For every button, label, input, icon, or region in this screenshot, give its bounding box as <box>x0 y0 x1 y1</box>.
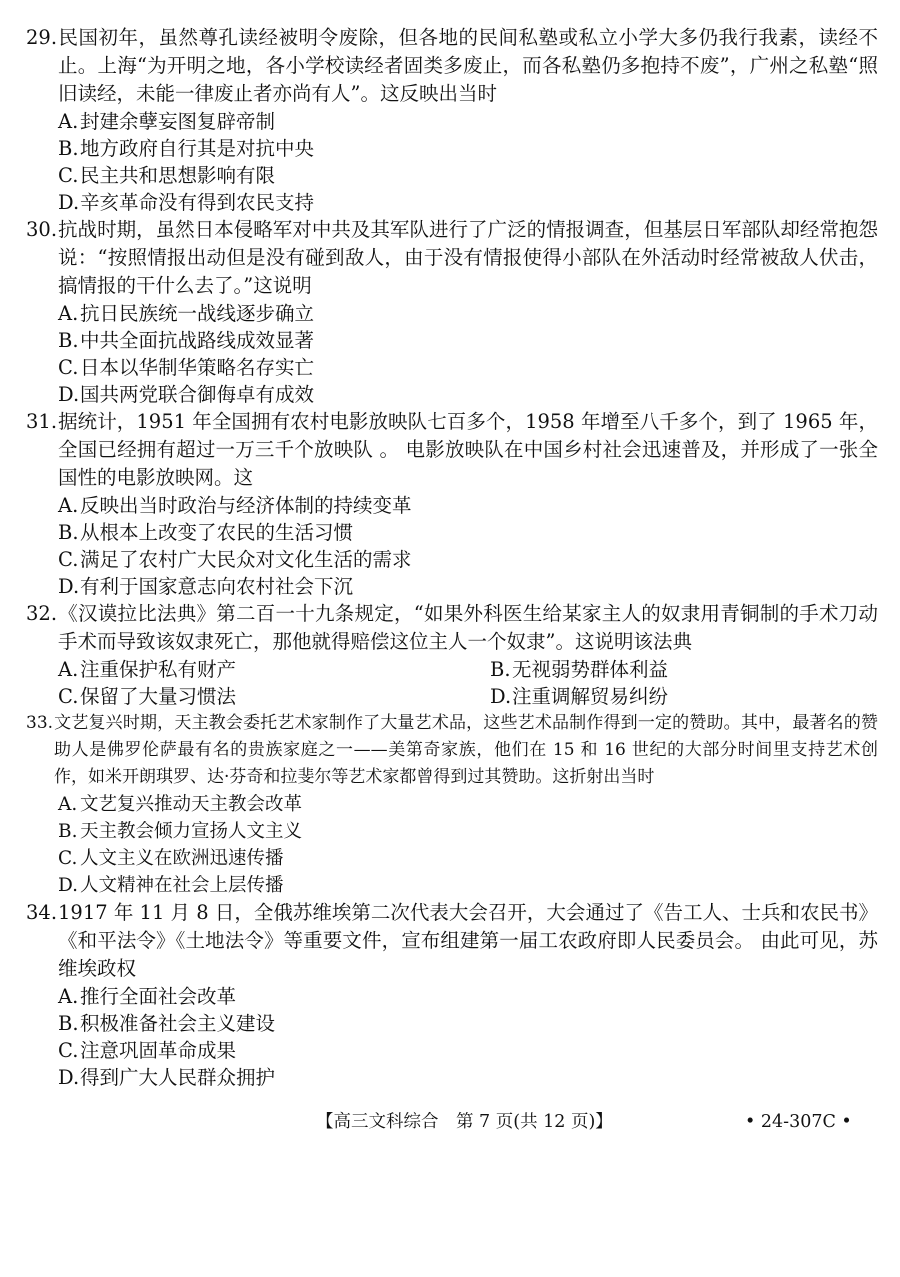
option-b <box>458 656 878 683</box>
option-text: 人文主义在欧洲迅速传播 <box>80 848 284 869</box>
option-letter: D. <box>58 191 80 214</box>
option-letter: C. <box>58 848 78 869</box>
option-letter: B. <box>58 521 79 544</box>
option-text: 得到广大人民群众拥护 <box>80 1066 276 1089</box>
option-d <box>26 381 878 408</box>
option-c <box>26 845 878 872</box>
option-b <box>26 818 878 845</box>
question-number: 31. <box>26 410 58 433</box>
options-list <box>26 300 878 408</box>
question-stem <box>26 600 878 656</box>
question-30 <box>26 216 878 408</box>
option-letter: A. <box>58 110 79 133</box>
option-b <box>26 327 878 354</box>
option-letter: A. <box>58 494 79 517</box>
option-letter: B. <box>490 658 511 681</box>
option-text: 推行全面社会改革 <box>80 985 237 1008</box>
option-letter: C. <box>58 685 79 708</box>
options-list <box>26 492 878 600</box>
option-a <box>26 791 878 818</box>
question-text: 据统计，1951 年全国拥有农村电影放映队七百多个，1958 年增至八千多个，到了 1965 年，全国已经拥有超过一万三千个放映队 。 电影放映队在中国乡村社会迅速普及，并形成了一张全国性的电影放映网。这 <box>58 410 878 489</box>
option-text: 满足了农村广大民众对文化生活的需求 <box>80 548 412 571</box>
option-letter: C. <box>58 356 79 379</box>
option-letter: B. <box>58 137 79 160</box>
question-33 <box>26 710 878 899</box>
option-d <box>26 189 878 216</box>
options-grid <box>26 656 878 710</box>
option-a <box>26 492 878 519</box>
option-c <box>26 1037 878 1064</box>
question-stem <box>26 216 878 300</box>
question-number: 33. <box>26 713 54 733</box>
question-text: 1917 年 11 月 8 日，全俄苏维埃第二次代表大会召开，大会通过了《告工人、士兵和农民书》《和平法令》《土地法令》等重要文件，宣布组建第一届工农政府即人民委员会。 由此可见，苏维埃政权 <box>58 901 878 980</box>
option-a <box>26 108 878 135</box>
question-text: 民国初年，虽然尊孔读经被明令废除，但各地的民间私塾或私立小学大多仍我行我素，读经不止。上海“为开明之地，各小学校读经者固类多废止，而各私塾仍多抱持不废”，广州之私塾“照旧读经，未能一律废止者亦尚有人”。这反映出当时 <box>58 26 878 105</box>
option-c <box>26 683 458 710</box>
option-a <box>26 983 878 1010</box>
option-d <box>458 683 878 710</box>
option-letter: D. <box>58 1066 80 1089</box>
option-text: 天主教会倾力宣扬人文主义 <box>80 821 303 842</box>
question-text: 《汉谟拉比法典》第二百一十九条规定，“如果外科医生给某家主人的奴隶用青铜制的手术刀动手术而导致该奴隶死亡，那他就得赔偿这位主人一个奴隶”。这说明该法典 <box>58 602 878 653</box>
option-letter: A. <box>58 985 79 1008</box>
option-text: 民主共和思想影响有限 <box>80 164 276 187</box>
option-b <box>26 135 878 162</box>
question-34 <box>26 899 878 1091</box>
question-32 <box>26 600 878 710</box>
option-letter: D. <box>58 383 80 406</box>
question-number: 30. <box>26 218 58 241</box>
question-text: 抗战时期，虽然日本侵略军对中共及其军队进行了广泛的情报调查，但基层日军部队却经常抱怨说：“按照情报出动但是没有碰到敌人，由于没有情报使得小部队在外活动时经常被敌人伏击，搞情报的干什么去了。”这说明 <box>58 218 878 297</box>
question-text: 文艺复兴时期，天主教会委托艺术家制作了大量艺术品，这些艺术品制作得到一定的赞助。其中，最著名的赞助人是佛罗伦萨最有名的贵族家庭之一——美第奇家族，他们在 15 和 16 世纪的大部分时间里支持艺术创作，如米开朗琪罗、达·芬奇和拉斐尔等艺术家都曾得到过其赞助。这折射出当时 <box>54 713 878 787</box>
option-text: 注意巩固革命成果 <box>80 1039 237 1062</box>
question-number: 29. <box>26 26 58 49</box>
page-number-label: 【高三文科综合 第 7 页(共 12 页)】 <box>316 1112 613 1132</box>
option-b <box>26 1010 878 1037</box>
question-stem <box>26 899 878 983</box>
option-text: 反映出当时政治与经济体制的持续变革 <box>80 494 412 517</box>
option-text: 文艺复兴推动天主教会改革 <box>80 794 303 815</box>
option-text: 无视弱势群体利益 <box>512 658 669 681</box>
option-text: 国共两党联合御侮卓有成效 <box>80 383 315 406</box>
option-a <box>26 300 878 327</box>
option-c <box>26 546 878 573</box>
option-text: 中共全面抗战路线成效显著 <box>80 329 315 352</box>
option-letter: D. <box>490 685 512 708</box>
option-text: 注重调解贸易纠纷 <box>512 685 669 708</box>
option-letter: B. <box>58 1012 79 1035</box>
options-list <box>26 108 878 216</box>
option-text: 从根本上改变了农民的生活习惯 <box>80 521 354 544</box>
option-letter: D. <box>58 875 79 896</box>
option-letter: C. <box>58 1039 79 1062</box>
option-text: 地方政府自行其是对抗中央 <box>80 137 315 160</box>
question-number: 32. <box>26 602 58 625</box>
option-letter: A. <box>58 302 79 325</box>
option-letter: B. <box>58 329 79 352</box>
question-number: 34. <box>26 901 58 924</box>
option-letter: C. <box>58 548 79 571</box>
option-d <box>26 1064 878 1091</box>
option-text: 人文精神在社会上层传播 <box>80 875 284 896</box>
exam-page <box>26 24 878 1091</box>
option-a <box>26 656 458 683</box>
option-text: 有利于国家意志向农村社会下沉 <box>80 575 354 598</box>
option-letter: A. <box>58 794 78 815</box>
option-c <box>26 354 878 381</box>
option-b <box>26 519 878 546</box>
option-text: 日本以华制华策略名存实亡 <box>80 356 315 379</box>
option-text: 保留了大量习惯法 <box>80 685 237 708</box>
option-letter: B. <box>58 821 78 842</box>
option-c <box>26 162 878 189</box>
exam-code: • 24-307C • <box>745 1112 852 1132</box>
question-stem <box>26 710 878 791</box>
option-text: 辛亥革命没有得到农民支持 <box>80 191 315 214</box>
options-list <box>26 791 878 899</box>
option-text: 封建余孽妄图复辟帝制 <box>80 110 276 133</box>
option-text: 注重保护私有财产 <box>80 658 237 681</box>
option-text: 积极准备社会主义建设 <box>80 1012 276 1035</box>
option-d <box>26 573 878 600</box>
option-text: 抗日民族统一战线逐步确立 <box>80 302 315 325</box>
question-31 <box>26 408 878 600</box>
question-stem <box>26 24 878 108</box>
question-29 <box>26 24 878 216</box>
option-letter: A. <box>58 658 79 681</box>
question-stem <box>26 408 878 492</box>
option-letter: C. <box>58 164 79 187</box>
option-letter: D. <box>58 575 80 598</box>
options-list <box>26 983 878 1091</box>
option-d <box>26 872 878 899</box>
